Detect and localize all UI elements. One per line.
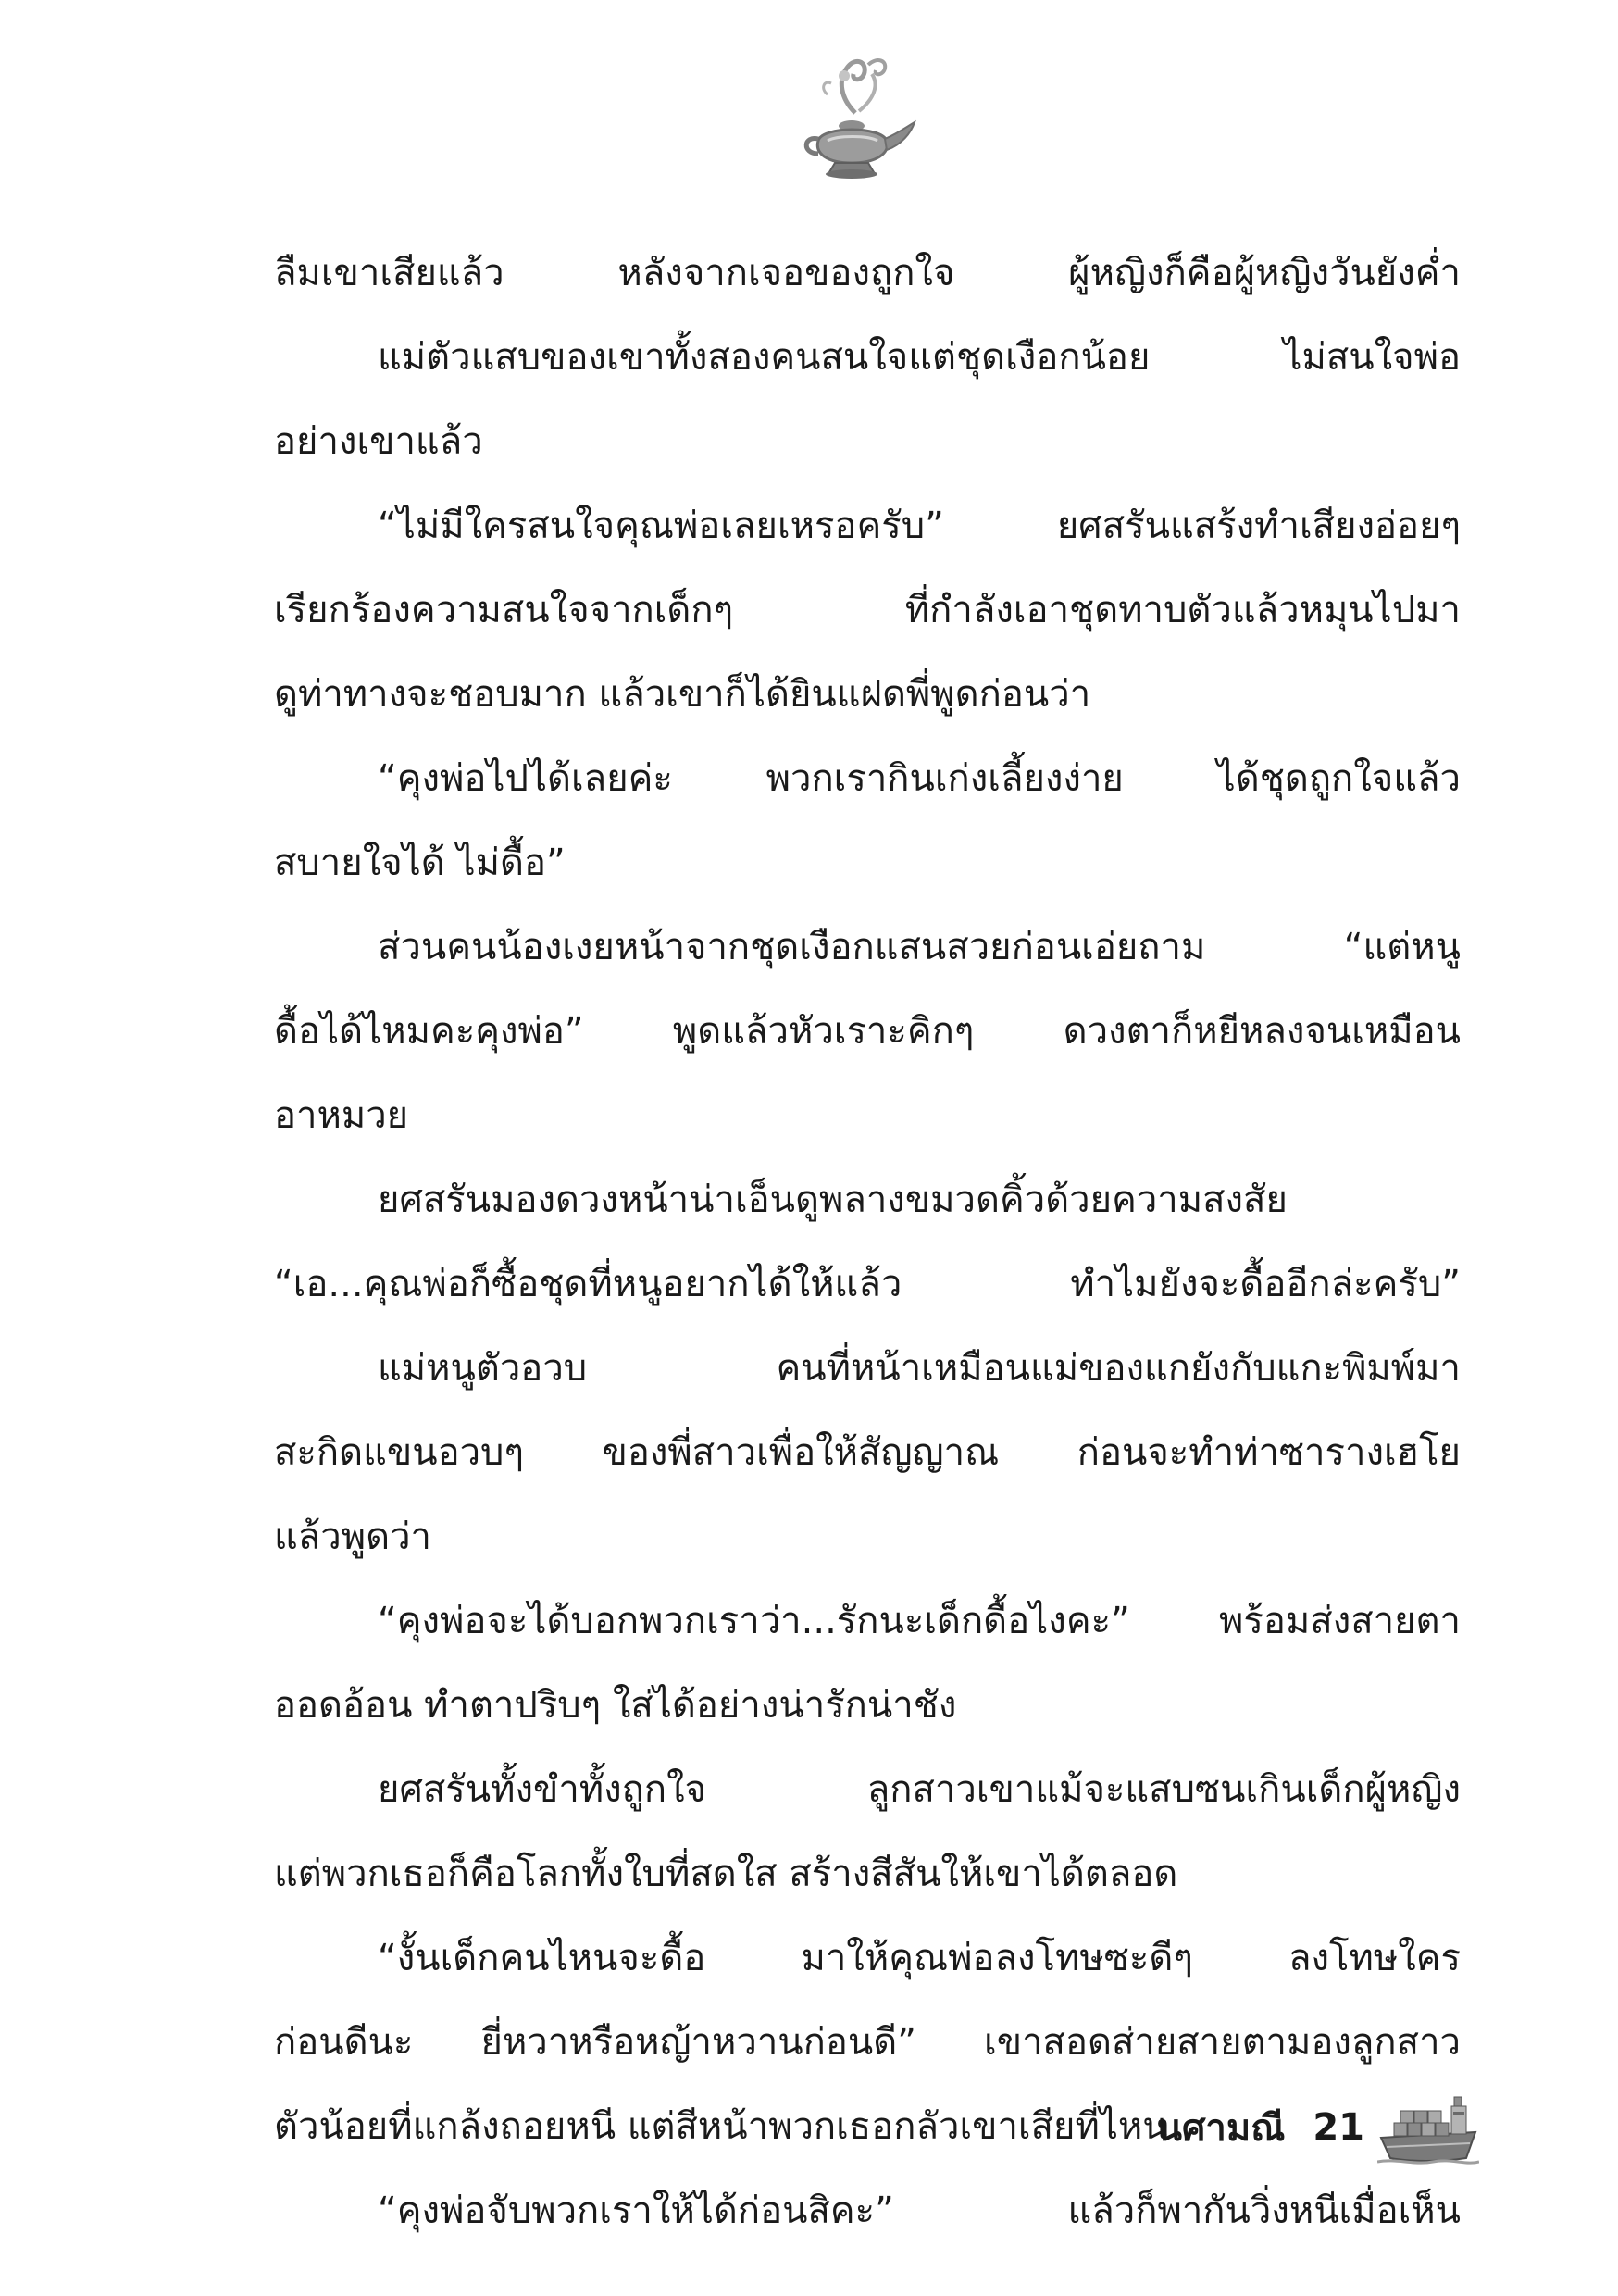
- text-line: แม่ตัวแสบของเขาทั้งสองคนสนใจแต่ชุดเงือกน้อย ไม่สนใจพ่อ: [378, 336, 1461, 379]
- text-line: “คุงพ่อไปได้เลยค่ะ พวกเรากินเก่งเลี้ยงง่าย ได้ชุดถูกใจแล้ว: [378, 757, 1461, 800]
- magic-lamp-icon: [790, 48, 920, 187]
- text-line: “ไม่มีใครสนใจคุณพ่อเลยเหรอครับ” ยศสรันแสร้งทำเสียงอ่อยๆ: [378, 505, 1461, 547]
- text-line: อย่างเขาแล้ว: [274, 420, 483, 463]
- page-footer: [1157, 2081, 1479, 2174]
- text-line: ออดอ้อน ทำตาปริบๆ ใส่ได้อย่างน่ารักน่าชัง: [274, 1684, 957, 1727]
- text-line: สบายใจได้ ไม่ดื้อ”: [274, 842, 566, 884]
- page-number: 21: [1313, 2106, 1364, 2149]
- text-line: ยศสรันทั้งขำทั้งถูกใจ ลูกสาวเขาแม้จะแสบซนเกินเด็กผู้หญิง: [378, 1768, 1461, 1811]
- text-line: แต่พวกเธอก็คือโลกทั้งใบที่สดใส สร้างสีสันให้เขาได้ตลอด: [274, 1853, 1178, 1895]
- text-line: “คุงพ่อจะได้บอกพวกเราว่า...รักนะเด็กดื้อไงคะ” พร้อมส่งสายตา: [378, 1600, 1461, 1642]
- text-line: แม่หนูตัวอวบ คนที่หน้าเหมือนแม่ของแกยังกับแกะพิมพ์มา: [378, 1347, 1461, 1390]
- text-line: “คุงพ่อจับพวกเราให้ได้ก่อนสิคะ” แล้วก็พากันวิ่งหนีเมื่อเห็น: [378, 2190, 1461, 2232]
- text-line: ตัวน้อยที่แกล้งถอยหนี แต่สีหน้าพวกเธอกลัวเขาเสียที่ไหน: [274, 2105, 1168, 2148]
- text-line: ดื้อได้ไหมคะคุงพ่อ” พูดแล้วหัวเราะคิกๆ ดวงตาก็หยีหลงจนเหมือน: [274, 1010, 1461, 1053]
- book-title: นศามณี: [1156, 2107, 1286, 2150]
- text-line: ส่วนคนน้องเงยหน้าจากชุดเงือกแสนสวยก่อนเอ่ยถาม “แต่หนู: [378, 926, 1461, 968]
- text-line: อาหมวย: [274, 1094, 409, 1137]
- text-line: แล้วพูดว่า: [274, 1516, 432, 1558]
- ship-icon: [1377, 2086, 1479, 2169]
- text-line: ลืมเขาเสียแล้ว หลังจากเจอของถูกใจ ผู้หญิงก็คือผู้หญิงวันยังค่ำ: [274, 252, 1461, 294]
- text-line: “เอ...คุณพ่อก็ซื้อชุดที่หนูอยากได้ให้แล้ว ทำไมยังจะดื้ออีกล่ะครับ”: [274, 1263, 1461, 1305]
- text-line: ดูท่าทางจะชอบมาก แล้วเขาก็ได้ยินแฝดพี่พูดก่อนว่า: [274, 673, 1091, 716]
- text-line: ยศสรันมองดวงหน้าน่าเอ็นดูพลางขมวดคิ้วด้วยความสงสัย: [378, 1179, 1288, 1221]
- body-text: [274, 231, 1461, 2253]
- text-line: ก่อนดีนะ ยี่หวาหรือหญ้าหวานก่อนดี” เขาสอดส่ายสายตามองลูกสาว: [274, 2021, 1461, 2064]
- text-line: เรียกร้องความสนใจจากเด็กๆ ที่กำลังเอาชุดทาบตัวแล้วหมุนไปมา: [274, 589, 1461, 631]
- text-line: สะกิดแขนอวบๆ ของพี่สาวเพื่อให้สัญญาณ ก่อนจะทำท่าซารางเฮโย: [274, 1431, 1461, 1474]
- text-line: “งั้นเด็กคนไหนจะดื้อ มาให้คุณพ่อลงโทษซะดีๆ ลงโทษใคร: [378, 1937, 1461, 1979]
